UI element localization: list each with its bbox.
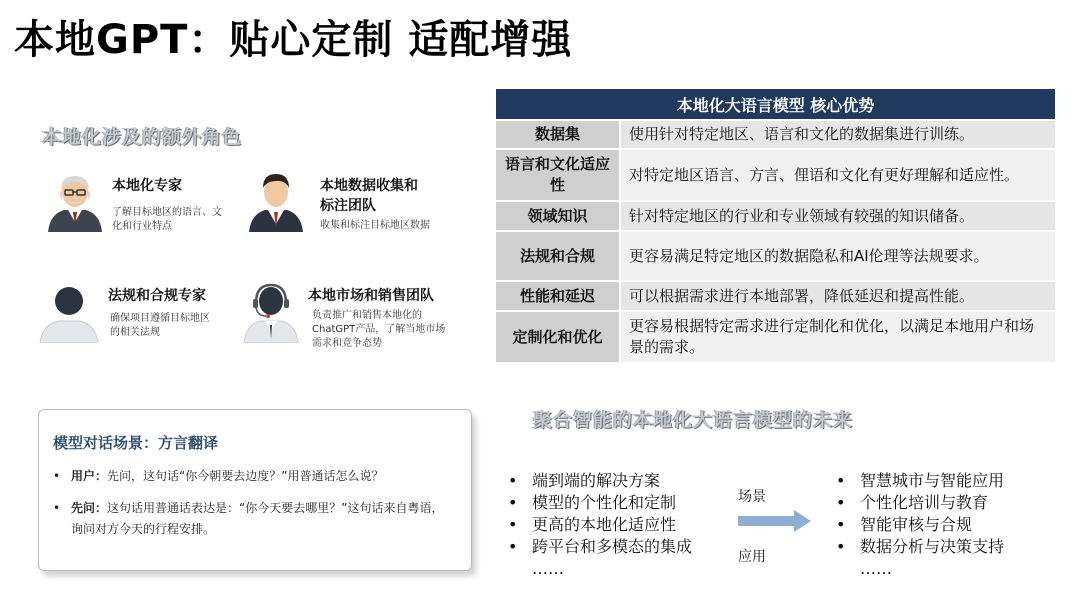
bullet-dot: • bbox=[836, 537, 846, 556]
table-row bbox=[496, 311, 1055, 363]
row-key: 定制化和优化 bbox=[496, 311, 620, 363]
dialog-line-user bbox=[53, 466, 455, 487]
headset-agent-icon bbox=[240, 281, 302, 343]
table-row bbox=[496, 231, 1055, 281]
table-row bbox=[496, 201, 1055, 231]
row-value: 对特定地区语言、方言、俚语和文化有更好理解和适应性。 bbox=[620, 149, 1055, 201]
row-key: 法规和合规 bbox=[496, 231, 620, 281]
dialog-scenario-card bbox=[38, 409, 472, 571]
list-item: • 数据分析与决策支持 bbox=[836, 537, 1005, 556]
role-name: 本地市场和销售团队 bbox=[308, 288, 434, 304]
list-item: • 智慧城市与智能应用 bbox=[836, 471, 1005, 490]
list-ellipsis: …… bbox=[532, 559, 564, 578]
future-heading: 聚合智能的本地化大语言模型的未来 bbox=[533, 409, 854, 431]
list-item: • 更高的本地化适应性 bbox=[508, 515, 677, 534]
dialog-text: 这句话用普通话表达是：“你今天要去哪里？”这句话来自粤语，询问对方今天的行程安排。 bbox=[71, 501, 444, 536]
list-item: • 跨平台和多模态的集成 bbox=[508, 537, 693, 556]
role-name: 法规和合规专家 bbox=[108, 288, 206, 304]
user-silhouette-icon bbox=[38, 281, 100, 343]
dialog-line-model bbox=[53, 498, 455, 540]
role-desc: 收集和标注目标地区数据 bbox=[320, 220, 430, 231]
row-key: 数据集 bbox=[496, 120, 620, 149]
speaker-label: 先问： bbox=[71, 501, 108, 515]
table-row bbox=[496, 149, 1055, 201]
row-value: 使用针对特定地区、语言和文化的数据集进行训练。 bbox=[620, 120, 1055, 149]
row-key: 语言和文化适应性 bbox=[496, 149, 620, 201]
speaker-label: 用户： bbox=[71, 469, 108, 483]
bullet-dot: • bbox=[508, 515, 518, 534]
bullet-dot: • bbox=[836, 493, 846, 512]
bullet-dot: • bbox=[508, 493, 518, 512]
role-name: 本地化专家 bbox=[112, 178, 182, 194]
role-desc: 确保项目遵循目标地区的相关法规 bbox=[110, 313, 210, 338]
advantages-table bbox=[496, 89, 1055, 364]
arrow-top-label: 场景 bbox=[738, 489, 766, 505]
bullet-dot: • bbox=[53, 501, 61, 515]
role-compliance-expert bbox=[38, 281, 238, 351]
list-item: • 端到端的解决方案 bbox=[508, 471, 661, 490]
dialog-title: 模型对话场景：方言翻译 bbox=[53, 434, 219, 452]
bullet-dot: • bbox=[836, 515, 846, 534]
row-key: 领域知识 bbox=[496, 201, 620, 231]
role-localization-expert bbox=[44, 170, 234, 240]
role-desc: 了解目标地区的语言、文化和行业特点 bbox=[112, 207, 222, 232]
row-value: 更容易满足特定地区的数据隐私和AI伦理等法规要求。 bbox=[620, 231, 1055, 281]
role-name: 本地数据收集和标注团队 bbox=[320, 178, 418, 214]
role-sales-team bbox=[240, 281, 460, 361]
list-item: • 智能审核与合规 bbox=[836, 515, 973, 534]
bullet-dot: • bbox=[53, 469, 61, 483]
application-list bbox=[834, 470, 1004, 580]
elder-expert-icon bbox=[44, 170, 106, 232]
row-value: 更容易根据特定需求进行定制化和优化，以满足本地用户和场景的需求。 bbox=[620, 311, 1055, 363]
dialog-text: 先问，这句话“你今朝要去边度？”用普通话怎么说？ bbox=[107, 469, 384, 483]
scenario-list bbox=[506, 470, 692, 580]
list-item: • 个性化培训与教育 bbox=[836, 493, 989, 512]
table-row bbox=[496, 120, 1055, 149]
bullet-dot: • bbox=[508, 471, 518, 490]
role-data-team bbox=[245, 170, 455, 240]
roles-heading: 本地化涉及的额外角色 bbox=[42, 126, 243, 148]
right-arrow-icon bbox=[738, 509, 812, 533]
row-value: 针对特定地区的行业和专业领域有较强的知识储备。 bbox=[620, 201, 1055, 231]
list-ellipsis: …… bbox=[860, 559, 892, 578]
role-desc: 负责推广和销售本地化的ChatGPT产品，了解当地市场需求和竞争态势 bbox=[312, 310, 446, 349]
arrow-bottom-label: 应用 bbox=[738, 549, 766, 565]
businessman-icon bbox=[245, 170, 307, 232]
table-header: 本地化大语言模型 核心优势 bbox=[496, 89, 1055, 120]
row-value: 可以根据需求进行本地部署，降低延迟和提高性能。 bbox=[620, 281, 1055, 311]
bullet-dot: • bbox=[508, 537, 518, 556]
bullet-dot: • bbox=[836, 471, 846, 490]
list-item: • 模型的个性化和定制 bbox=[508, 493, 677, 512]
row-key: 性能和延迟 bbox=[496, 281, 620, 311]
table-row bbox=[496, 281, 1055, 311]
slide-title: 本地GPT：贴心定制 适配增强 bbox=[14, 17, 573, 63]
